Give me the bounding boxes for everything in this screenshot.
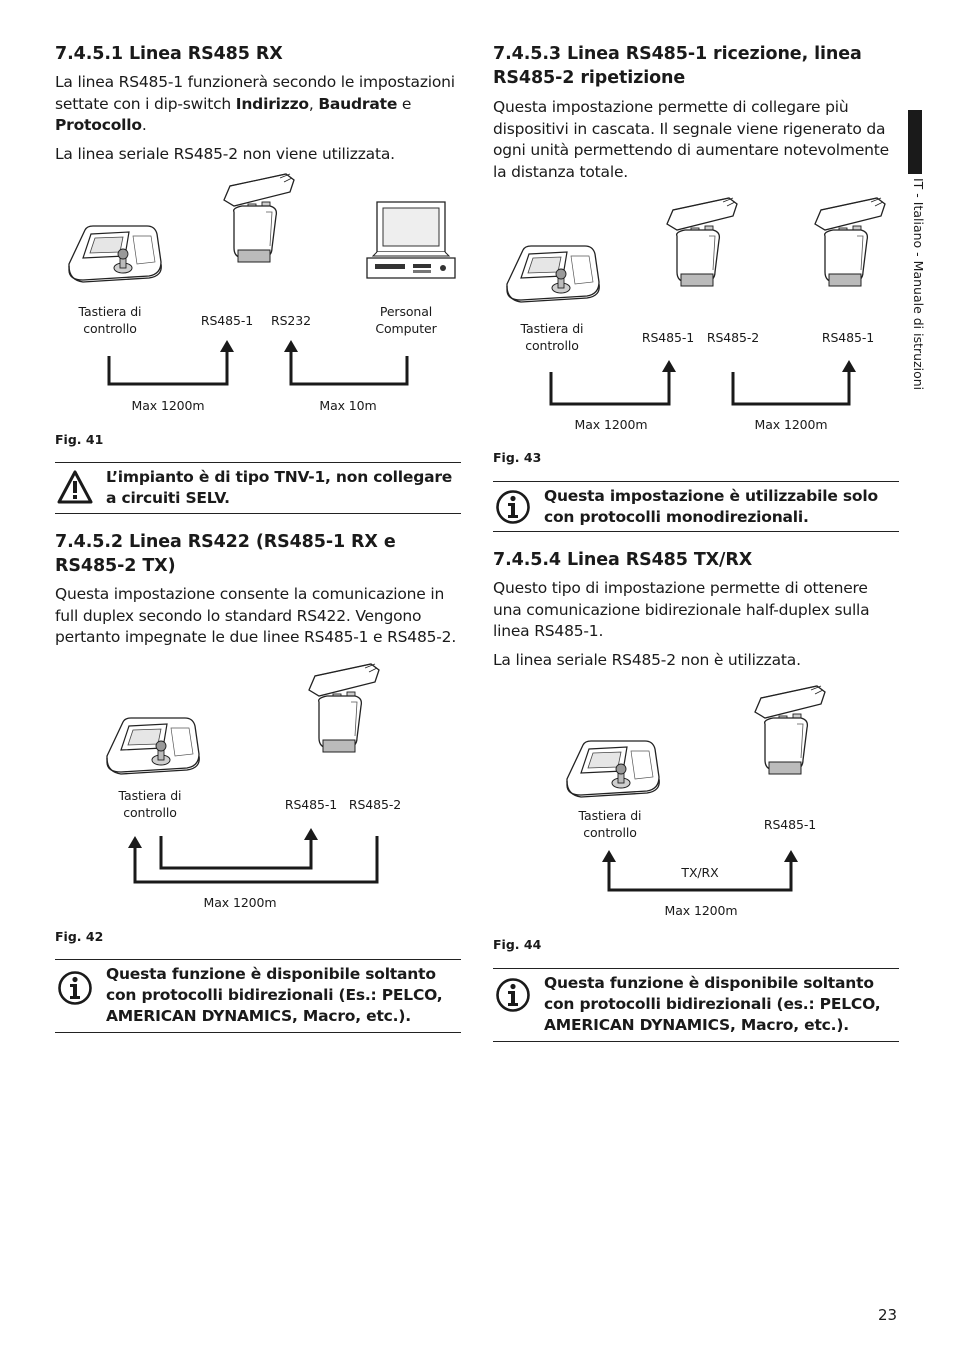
info-box bbox=[493, 481, 899, 532]
label-distance: Max 1200m bbox=[203, 895, 277, 910]
figure-44 bbox=[493, 682, 898, 927]
figure-caption-44: Fig. 44 bbox=[493, 937, 542, 952]
label-rs485-1: RS485-1 bbox=[284, 797, 338, 812]
info-icon bbox=[495, 489, 531, 525]
label-keyboard: Tastiera di controllo bbox=[520, 321, 584, 353]
sec2-paragraph-1: Questa impostazione consente la comunicazione in full duplex secondo lo standard RS422. Vengono pertanto impegnate le due linee RS485-1 e RS485-2. bbox=[55, 585, 457, 646]
label-rs485-1: RS485-1 bbox=[641, 330, 695, 345]
control-keyboard-icon bbox=[69, 226, 161, 282]
label-distance-2: Max 1200m bbox=[754, 417, 828, 432]
section-heading-rs485-repeat: 7.4.5.3 Linea RS485-1 ricezione, linea RS485-2 ripetizione bbox=[493, 44, 862, 88]
page-number: 23 bbox=[878, 1306, 898, 1324]
info-text: Questa impostazione è utilizzabile solo con protocolli monodirezionali. bbox=[544, 487, 878, 526]
section-heading-rs485-txrx: 7.4.5.4 Linea RS485 TX/RX bbox=[493, 550, 753, 570]
info-text: Questa funzione è disponibile soltanto con protocolli bidirezionali (es.: PELCO, AMERICAN DYNAMICS, Macro, etc.). bbox=[544, 974, 881, 1034]
sec3-paragraph-1: Questa impostazione permette di collegare più dispositivi in cascata. Il segnale viene rigenerato da ogni unità permettendo di aumentare notevolmente la distanza totale. bbox=[493, 98, 889, 181]
side-tab-marker bbox=[908, 110, 922, 174]
label-rs485-2: RS485-2 bbox=[348, 797, 402, 812]
section-heading-rs422: 7.4.5.2 Linea RS422 (RS485-1 RX e RS485-2 TX) bbox=[55, 532, 396, 576]
label-tx-rx: TX/RX bbox=[681, 865, 719, 880]
label-rs485-1-second: RS485-1 bbox=[821, 330, 875, 345]
label-personal-computer: Personal Computer bbox=[375, 304, 437, 336]
label-rs485-1: RS485-1 bbox=[763, 817, 817, 832]
label-rs485-1: RS485-1 bbox=[200, 313, 254, 328]
label-rs232: RS232 bbox=[271, 313, 311, 328]
personal-computer-icon bbox=[367, 202, 455, 278]
warning-triangle-icon bbox=[57, 469, 93, 505]
info-icon bbox=[495, 977, 531, 1013]
info-text: Questa funzione è disponibile soltanto con protocolli bidirezionali (Es.: PELCO, AMERICAN DYNAMICS, Macro, etc.). bbox=[106, 965, 443, 1025]
label-keyboard: Tastiera di controllo bbox=[578, 808, 642, 840]
ptz-camera-icon bbox=[224, 174, 294, 262]
warning-box bbox=[55, 462, 461, 514]
figure-43 bbox=[493, 190, 898, 440]
sec4-paragraph-1: Questo tipo di impostazione permette di ottenere una comunicazione bidirezionale half-duplex sulla linea RS485-1. bbox=[493, 579, 870, 640]
section-heading-rs485-rx: 7.4.5.1 Linea RS485 RX bbox=[55, 44, 283, 64]
label-keyboard: Tastiera di controllo bbox=[78, 304, 142, 336]
info-icon bbox=[57, 970, 93, 1006]
figure-caption-41: Fig. 41 bbox=[55, 432, 104, 447]
ptz-camera-icon bbox=[815, 198, 885, 286]
ptz-camera-icon bbox=[309, 664, 379, 752]
figure-41 bbox=[55, 170, 460, 420]
warning-text: L’impianto è di tipo TNV-1, non collegare a circuiti SELV. bbox=[106, 468, 453, 507]
info-box bbox=[55, 959, 461, 1033]
figure-42 bbox=[55, 660, 460, 915]
label-distance-1: Max 1200m bbox=[131, 398, 205, 413]
label-rs485-2: RS485-2 bbox=[706, 330, 760, 345]
ptz-camera-icon bbox=[667, 198, 737, 286]
sec1-paragraph-1: La linea RS485-1 funzionerà secondo le impostazioni settate con i dip-switch Indirizzo, Baudrate e Protocollo. bbox=[55, 73, 455, 134]
sec4-paragraph-2: La linea seriale RS485-2 non è utilizzata. bbox=[493, 651, 801, 669]
label-keyboard: Tastiera di controllo bbox=[118, 788, 182, 820]
control-keyboard-icon bbox=[507, 246, 599, 302]
side-language-label: IT - Italiano - Manuale di istruzioni bbox=[911, 178, 926, 391]
figure-caption-43: Fig. 43 bbox=[493, 450, 542, 465]
label-distance-2: Max 10m bbox=[319, 398, 377, 413]
ptz-camera-icon bbox=[755, 686, 825, 774]
label-distance: Max 1200m bbox=[664, 903, 738, 918]
info-box bbox=[493, 968, 899, 1042]
control-keyboard-icon bbox=[107, 718, 199, 774]
control-keyboard-icon bbox=[567, 741, 659, 797]
sec1-paragraph-2: La linea seriale RS485-2 non viene utilizzata. bbox=[55, 145, 395, 163]
label-distance-1: Max 1200m bbox=[574, 417, 648, 432]
figure-caption-42: Fig. 42 bbox=[55, 929, 104, 944]
